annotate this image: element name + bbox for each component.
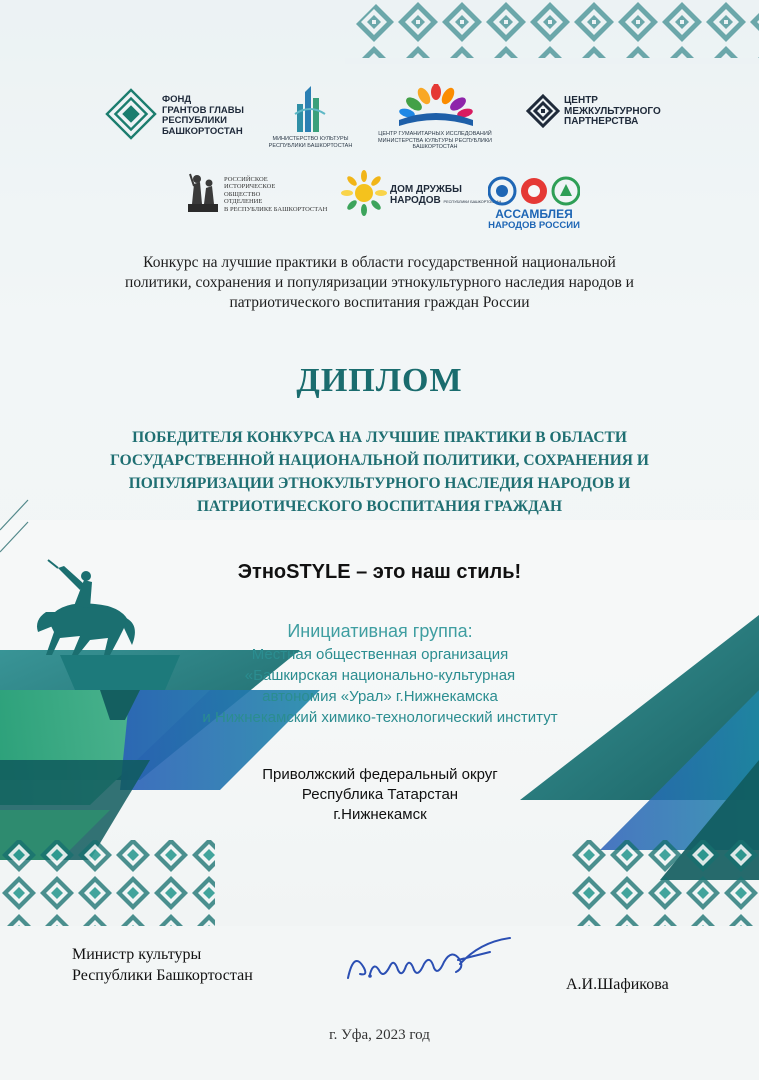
assembly-peoples-label: АССАМБЛЕЯ НАРОДОВ РОССИИ — [488, 207, 580, 231]
handwritten-signature — [340, 930, 520, 990]
initiative-heading: Инициативная группа: — [287, 621, 473, 641]
assembly-peoples-icon — [488, 174, 580, 208]
fond-grants-icon — [105, 88, 157, 140]
region-info: Приволжский федеральный округ Республика Татарстан г.Нижнекамск — [262, 766, 498, 823]
ministry-culture-icon — [293, 84, 327, 134]
center-humanitarian-label: ЦЕНТР ГУМАНИТАРНЫХ ИССЛЕДОВАНИЙ МИНИСТЕРСТВА КУЛЬТУРЫ РЕСПУБЛИКИ БАШКОРТОСТАН — [378, 131, 492, 150]
center-humanitarian-icon — [393, 84, 479, 132]
fond-grants-label: ФОНД ГРАНТОВ ГЛАВЫ РЕСПУБЛИКИ БАШКОРТОСТАН — [162, 94, 244, 137]
diploma-title: ДИПЛОМ — [296, 362, 463, 399]
friendship-house-label: ДОМ ДРУЖБЫ НАРОДОВ РЕСПУБЛИКИ БАШКОРТОСТАН — [390, 184, 502, 206]
intercultural-center-label: ЦЕНТР МЕЖКУЛЬТУРНОГО ПАРТНЕРСТВА — [564, 95, 661, 127]
contest-description: Конкурс на лучшие практики в области государственной национальной политики, сохранения и популяризации этнокультурного наследия народов и патриотического воспитания граждан России — [125, 254, 634, 311]
project-name: ЭтноSTYLE – это наш стиль! — [237, 561, 522, 583]
ministry-culture-label: МИНИСТЕРСТВО КУЛЬТУРЫ РЕСПУБЛИКИ БАШКОРТОСТАН — [268, 136, 353, 149]
signatory-name: А.И.Шафикова — [566, 976, 669, 993]
historical-society-label: РОССИЙСКОЕ ИСТОРИЧЕСКОЕ ОБЩЕСТВО ОТДЕЛЕНИЕ В РЕСПУБЛИКЕ БАШКОРТОСТАН — [224, 176, 328, 213]
winner-statement: ПОБЕДИТЕЛЯ КОНКУРСА НА ЛУЧШИЕ ПРАКТИКИ В ОБЛАСТИ ГОСУДАРСТВЕННОЙ НАЦИОНАЛЬНОЙ ПОЛИТИКИ, СОХРАНЕНИЯ И ПОПУЛЯРИЗАЦИИ ЭТНОКУЛЬТУРНОГО НАСЛЕДИЯ НАРОДОВ И ПАТРИОТИЧЕСКОГО ВОСПИТАНИЯ ГРАЖДАН — [110, 429, 649, 515]
initiative-organization: Местная общественная организация «Башкирская национально-культурная автономия «Урал» г.Нижнекамска и Нижнекамский химико-технологический институт — [202, 646, 558, 726]
historical-society-icon — [182, 170, 224, 214]
intercultural-center-icon — [526, 94, 560, 128]
friendship-house-icon — [341, 170, 387, 216]
place-and-year: г. Уфа, 2023 год — [329, 1027, 430, 1043]
signatory-position: Министр культуры Республики Башкортостан — [72, 946, 253, 984]
